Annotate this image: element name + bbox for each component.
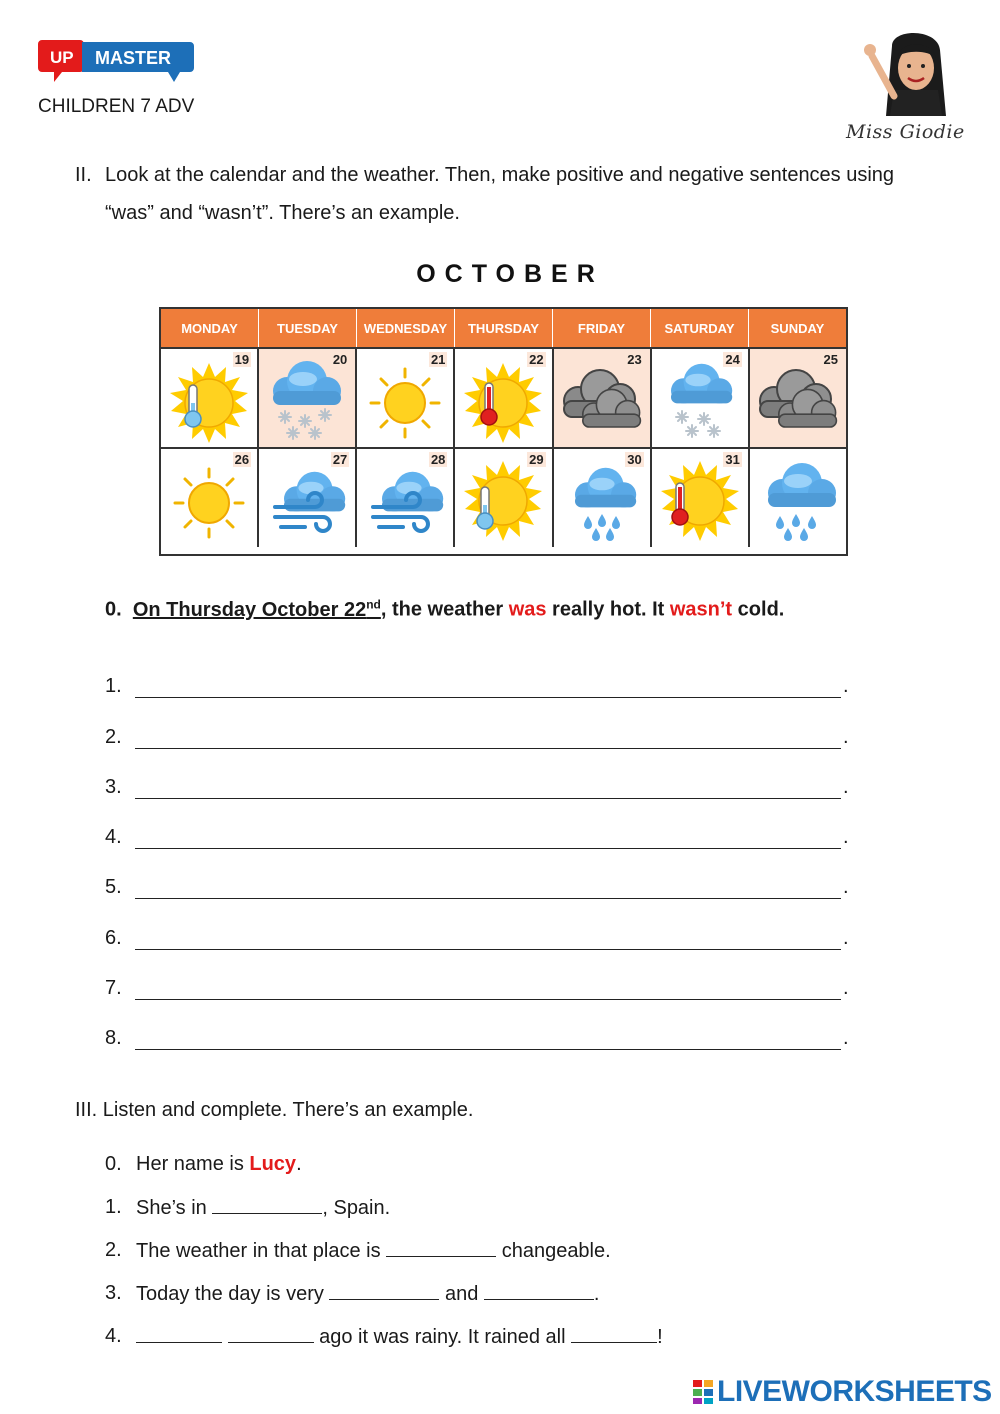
- answer-number: 1.: [105, 675, 122, 698]
- day-header: THURSDAY: [455, 309, 553, 347]
- date-number: 26: [234, 452, 250, 467]
- fill-blank[interactable]: [386, 1239, 496, 1257]
- fill-blank[interactable]: [228, 1325, 314, 1343]
- answer-row: 2. .: [105, 725, 849, 748]
- calendar-day-cell: [161, 349, 259, 447]
- date-number: 24: [725, 352, 740, 367]
- example-number: 0.: [105, 598, 122, 621]
- fill-blank[interactable]: [571, 1325, 657, 1343]
- answer-blank[interactable]: [135, 1028, 841, 1050]
- day-header: MONDAY: [161, 309, 259, 347]
- dark-clouds-icon: [557, 368, 647, 438]
- answer-blank[interactable]: [135, 777, 841, 799]
- fill-blank[interactable]: [329, 1282, 439, 1300]
- listening-items: [105, 1153, 663, 1368]
- calendar-day-cell: [652, 449, 750, 547]
- calendar-week: [161, 347, 846, 447]
- windy-icon: [360, 468, 450, 538]
- answer-blank[interactable]: [135, 827, 841, 849]
- answer-row: 5. .: [105, 876, 849, 899]
- up-master-logo: [38, 36, 198, 88]
- answer-blank[interactable]: [135, 928, 841, 950]
- answer-number: 3.: [105, 775, 122, 798]
- date-number: 20: [332, 352, 348, 367]
- liveworksheets-brand: LIVEWORKSHEETS: [717, 1375, 992, 1408]
- sunny-cold-icon: [164, 363, 254, 443]
- item-number: 4.: [105, 1325, 122, 1347]
- sunny-hot-icon: [458, 363, 548, 443]
- example-text: really hot. It: [546, 598, 670, 621]
- item-number: 1.: [105, 1196, 122, 1218]
- answer-row: 1. .: [105, 675, 849, 698]
- answer-row: 3. .: [105, 775, 849, 798]
- rain-cloud-icon: [750, 461, 846, 545]
- calendar-day-cell: [652, 349, 750, 447]
- example-text: cold.: [732, 598, 785, 621]
- item-number: 3.: [105, 1282, 122, 1304]
- day-header: SUNDAY: [770, 320, 825, 336]
- date-number: 22: [529, 352, 544, 367]
- answer-blank[interactable]: [135, 676, 841, 698]
- example-wasnt: wasn’t: [669, 598, 733, 621]
- calendar-day-cell: [750, 349, 846, 447]
- answer-lines: [105, 648, 865, 1050]
- section-number: II.: [75, 164, 92, 186]
- instruction-text: Look at the calendar and the weather. Then, make positive and negative sentences using “was” and “wasn’t”. There’s an example.: [105, 164, 895, 224]
- logo-master-text: MASTER: [95, 48, 171, 68]
- liveworksheets-logo-icon: [692, 1379, 714, 1405]
- fill-blank[interactable]: [212, 1196, 322, 1214]
- snow-cloud-icon: [655, 361, 745, 445]
- day-header: FRIDAY: [553, 309, 651, 347]
- calendar-day-cell: [357, 349, 455, 447]
- date-number: 23: [627, 352, 642, 367]
- example-answer: Lucy: [249, 1153, 297, 1175]
- date-number: 21: [430, 352, 446, 367]
- date-number: 28: [430, 452, 446, 467]
- answer-row: 6. .: [105, 926, 849, 949]
- item-number: 0.: [105, 1153, 122, 1175]
- example-text: , the weather: [380, 598, 509, 621]
- dark-clouds-icon: [753, 368, 843, 438]
- calendar-day-cell: [259, 349, 357, 447]
- rain-cloud-icon: [557, 463, 647, 543]
- answer-number: 7.: [105, 977, 122, 1000]
- calendar-day-cell: [554, 349, 652, 447]
- sun-icon: [169, 463, 249, 543]
- teacher-signature: Miss Giodie: [846, 121, 965, 143]
- listening-item: 2. The weather in that place is changeable.: [105, 1239, 663, 1282]
- calendar-day-cell: [455, 449, 553, 547]
- calendar-header: [161, 309, 846, 347]
- listening-item: 4. ago it was rainy. It rained all !: [105, 1325, 663, 1368]
- sun-icon: [365, 363, 445, 443]
- date-number: 27: [332, 452, 348, 467]
- answer-number: 8.: [105, 1027, 122, 1050]
- date-number: 29: [529, 452, 544, 467]
- calendar-day-cell: [554, 449, 652, 547]
- class-label: CHILDREN 7 ADV: [38, 96, 195, 117]
- answer-number: 6.: [105, 926, 122, 949]
- calendar-week: [161, 447, 846, 547]
- calendar-day-cell: [259, 449, 357, 547]
- listening-item: 3. Today the day is very and .: [105, 1282, 663, 1325]
- example-date: On Thursday October 22nd: [132, 597, 381, 621]
- day-header: WEDNESDAY: [357, 309, 455, 347]
- answer-number: 4.: [105, 826, 122, 849]
- answer-blank[interactable]: [135, 727, 841, 749]
- calendar-day-cell: [750, 449, 846, 547]
- date-number: 30: [627, 452, 642, 467]
- answer-row: 4. .: [105, 826, 849, 849]
- ordinal-suffix: nd: [366, 597, 381, 611]
- windy-icon: [262, 468, 352, 538]
- listening-item: 1. She’s in , Spain.: [105, 1196, 663, 1239]
- calendar-day-cell: [161, 449, 259, 547]
- weather-calendar: [159, 307, 848, 556]
- answer-number: 5.: [105, 876, 122, 899]
- date-number: 31: [725, 452, 740, 467]
- sunny-hot-icon: [655, 461, 745, 545]
- calendar-day-cell: [357, 449, 455, 547]
- item-number: 2.: [105, 1239, 122, 1261]
- answer-blank[interactable]: [135, 877, 841, 899]
- sunny-cold-icon: [458, 461, 548, 545]
- fill-blank[interactable]: [484, 1282, 594, 1300]
- day-header: SATURDAY: [651, 309, 749, 347]
- answer-row: 7. .: [105, 977, 849, 1000]
- listening-item: 0. Her name is Lucy.: [105, 1153, 663, 1196]
- date-number: 25: [823, 352, 838, 367]
- answer-blank[interactable]: [135, 978, 841, 1000]
- day-header: TUESDAY: [259, 309, 357, 347]
- example-was: was: [508, 598, 547, 621]
- liveworksheets-footer: [692, 1375, 992, 1409]
- logo-up-text: UP: [50, 48, 74, 67]
- answer-row: 8. .: [105, 1027, 849, 1050]
- calendar-day-cell: [455, 349, 553, 447]
- fill-blank[interactable]: [136, 1325, 222, 1343]
- snow-cloud-icon: [259, 361, 355, 445]
- calendar-title: OCTOBER: [416, 260, 604, 288]
- example-sentence: [105, 597, 784, 622]
- answer-number: 2.: [105, 725, 122, 748]
- section-iii-instruction: III. Listen and complete. There’s an example.: [75, 1099, 474, 1121]
- section-ii-instruction: [75, 156, 935, 232]
- date-number: 19: [234, 352, 250, 367]
